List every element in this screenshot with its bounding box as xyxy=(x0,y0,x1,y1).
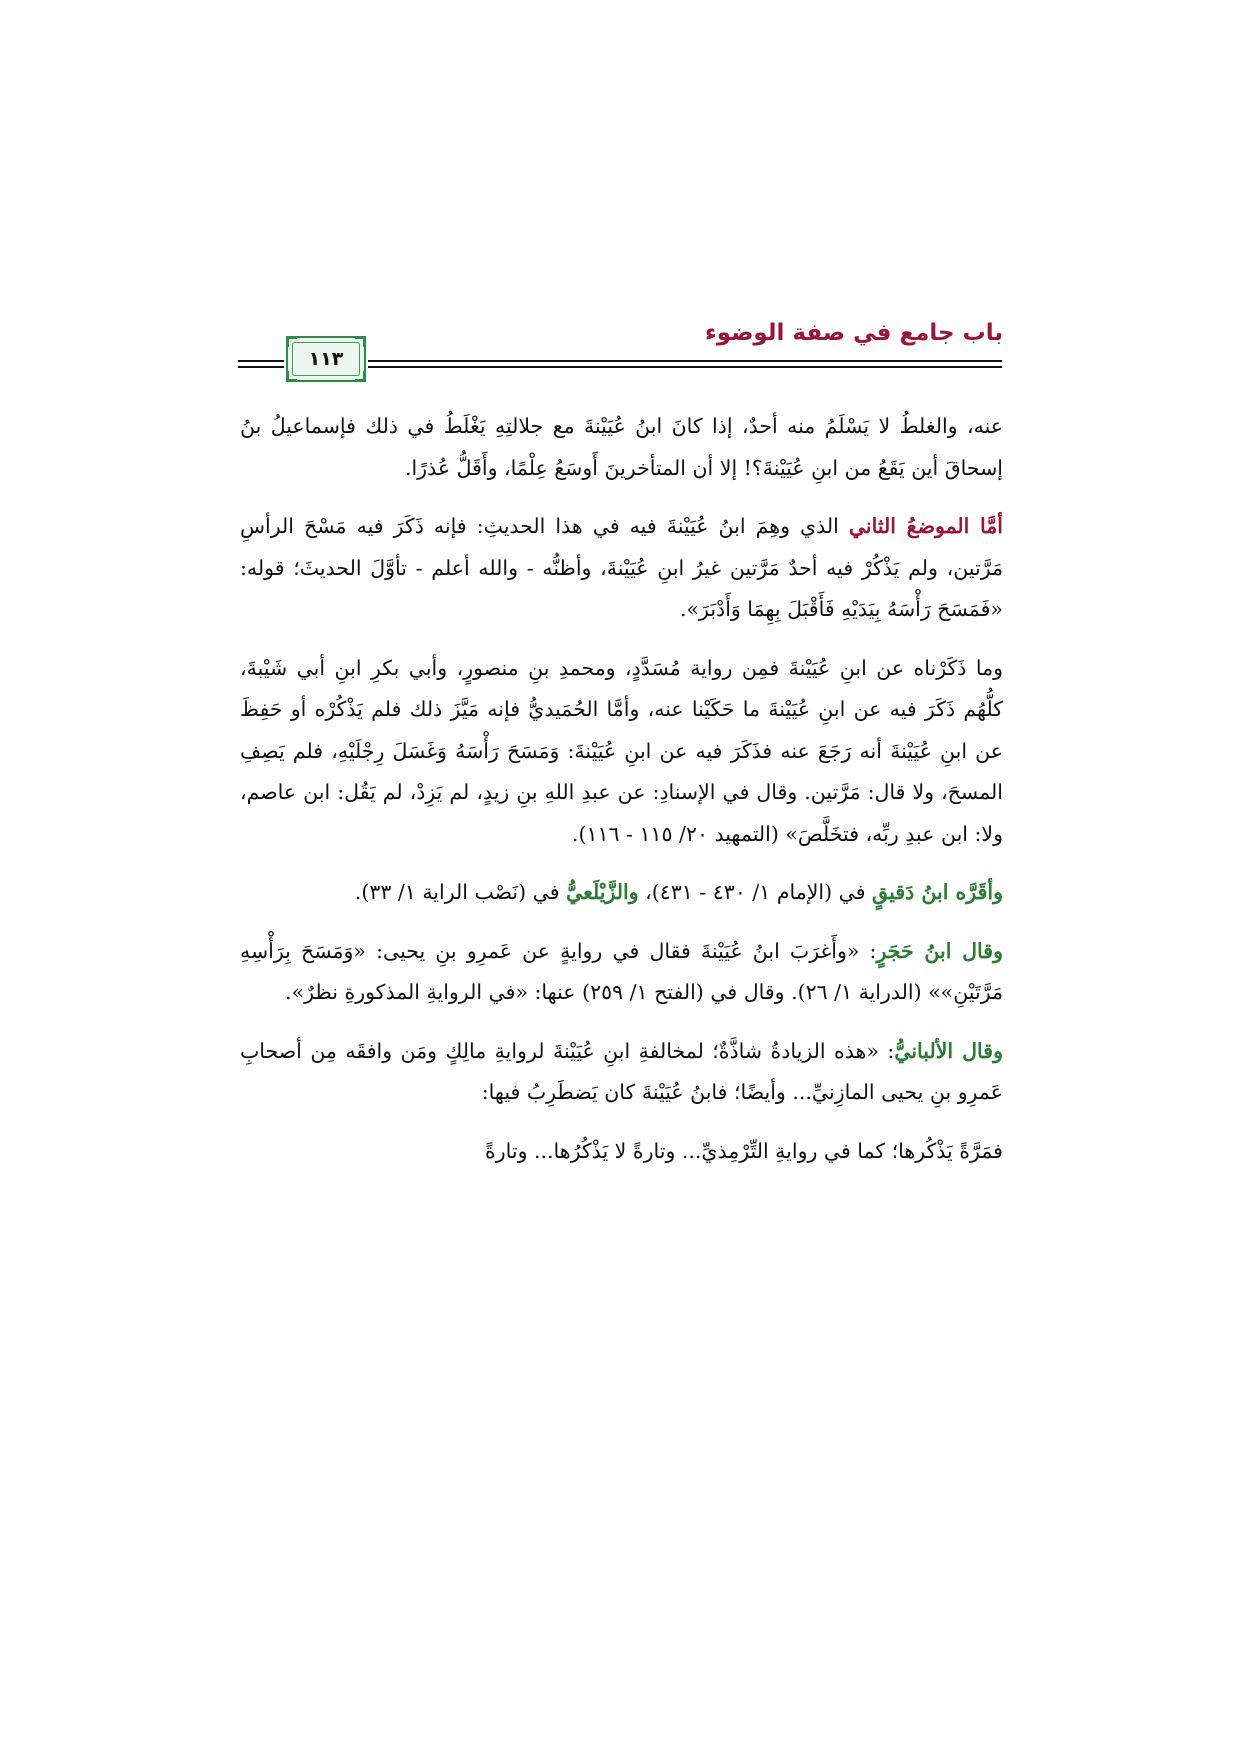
scholar-name-albani: وقال الألبانيُّ xyxy=(894,1038,1003,1063)
paragraph-2-text: الذي وهِمَ ابنُ عُيَيْنةَ فيه في هذا الحديثِ: فإنه ذَكَرَ فيه مَسْحَ الرأسِ مَرَّتين، ولم يَذْكُرْ فيه أحدٌ مَرَّتين غيرُ ابنِ عُيَيْنةَ، وأظنُّه - والله أعلم - تأوَّلَ الحديثَ؛ قوله: «فَمَسَحَ رَأْسَهُ بِيَدَيْهِ فَأَقْبَلَ بِهِمَا وَأَدْبَرَ». xyxy=(240,514,1003,621)
header-rule-left xyxy=(238,360,284,368)
paragraph-6 xyxy=(240,1031,1003,1114)
header-rule-line xyxy=(238,360,284,362)
paragraph-4-text: في (الإمام ١/ ٤٣٠ - ٤٣١)، xyxy=(638,880,873,904)
page-number-badge xyxy=(286,336,366,382)
paragraph-5 xyxy=(240,931,1003,1014)
paragraph-3: وما ذَكَرْناه عن ابنِ عُيَيْنةَ فمِن رواية مُسَدَّدٍ، ومحمدِ بنِ منصورٍ، وأبي بكرِ ابنِ أبي شَيْبةَ، كلُّهُم ذَكَرَ فيه عن ابنِ عُيَيْنةَ ما حَكَيْنا عنه، وأمَّا الحُمَيديُّ فإنه مَيَّزَ ذلك فلم يَذْكُرْه أو حَفِظَ عن ابنِ عُيَيْنةَ أنه رَجَعَ عنه فذَكَرَ فيه عن ابنِ عُيَيْنةَ: وَمَسَحَ رَأْسَهُ وَغَسَلَ رِجْلَيْهِ، فلم يَصِفِ المسحَ، ولا قال: مَرَّتين. وقال في الإسنادِ: عن عبدِ اللهِ بنِ زيدٍ، لم يَزِدْ، لم يَقُل: ابن عاصم، ولا: ابن عبدِ ربِّه، فتخَلَّصَ» (التمهيد ٢٠/ ١١٥ - ١١٦). xyxy=(240,655,1003,846)
running-header-title: باب جامع في صفة الوضوء xyxy=(705,320,1003,346)
scholar-name-ibn-hajar: وقال ابنُ حَجَرٍ xyxy=(876,938,1003,963)
paragraph-2 xyxy=(240,506,1003,631)
paragraph-6-text: : «هذه الزيادةُ شاذَّةٌ؛ لمخالفةِ ابنِ عُيَيْنةَ لروايةِ مالِكٍ ومَن وافقَه مِن أصحابِ عَمرِو بنِ يحيى المازِنيِّ... وأيضًا؛ فابنُ عُيَيْنةَ كان يَضطَرِبُ فيها: xyxy=(240,1038,1003,1104)
scholar-name-ibn-daqiq: وأقَرَّه ابنُ دَقيقٍ xyxy=(872,880,1003,904)
paragraph-1: عنه، والغلطُ لا يَسْلَمُ منه أحدٌ، إذا كانَ ابنُ عُيَيْنةَ مع جلالتِهِ يَغْلَطُ في ذلك فإسماعيلُ بنُ إسحاقَ أين يَقَعُ من ابنِ عُيَيْنةَ؟! إلا أن المتأخرينَ أَوسَعُ عِلْمًا، وأَقَلُّ عُذرًا. xyxy=(240,414,1003,480)
badge-ornament-corner xyxy=(355,371,366,382)
header-rule-line xyxy=(368,366,1002,368)
body-text xyxy=(240,406,1003,1189)
scholar-name-zaylai: والزَّيْلَعيُّ xyxy=(566,880,639,904)
badge-ornament-corner xyxy=(286,336,297,347)
header-rule-line xyxy=(368,360,1002,362)
paragraph-4 xyxy=(240,872,1003,914)
paragraph-2-heading: أمَّا الموضعُ الثاني xyxy=(848,514,1003,538)
paragraph-4-tail: في (نَصْب الراية ١/ ٣٣). xyxy=(354,880,567,904)
badge-ornament-corner xyxy=(355,336,366,347)
paragraph-5-text: : «وأَغرَبَ ابنُ عُيَيْنةَ فقال في روايةٍ عن عَمرِو بنِ يحيى: «وَمَسَحَ بِرَأْسِهِ مَرَّتَيْنِ»» (الدراية ١/ ٢٦). وقال في (الفتح ١/ ٢٥٩) عنها: «في الروايةِ المذكورةِ نظرٌ». xyxy=(240,938,1003,1004)
badge-ornament-corner xyxy=(286,371,297,382)
header-rule-right xyxy=(368,360,1002,368)
header-rule-line xyxy=(238,366,284,368)
paragraph-7: فمَرَّةً يَذْكُرها؛ كما في روايةِ التِّرْمِذيِّ... وتارةً لا يَذْكُرُها... وتارةً xyxy=(485,1138,1003,1163)
page-number: ١١٣ xyxy=(308,348,344,370)
